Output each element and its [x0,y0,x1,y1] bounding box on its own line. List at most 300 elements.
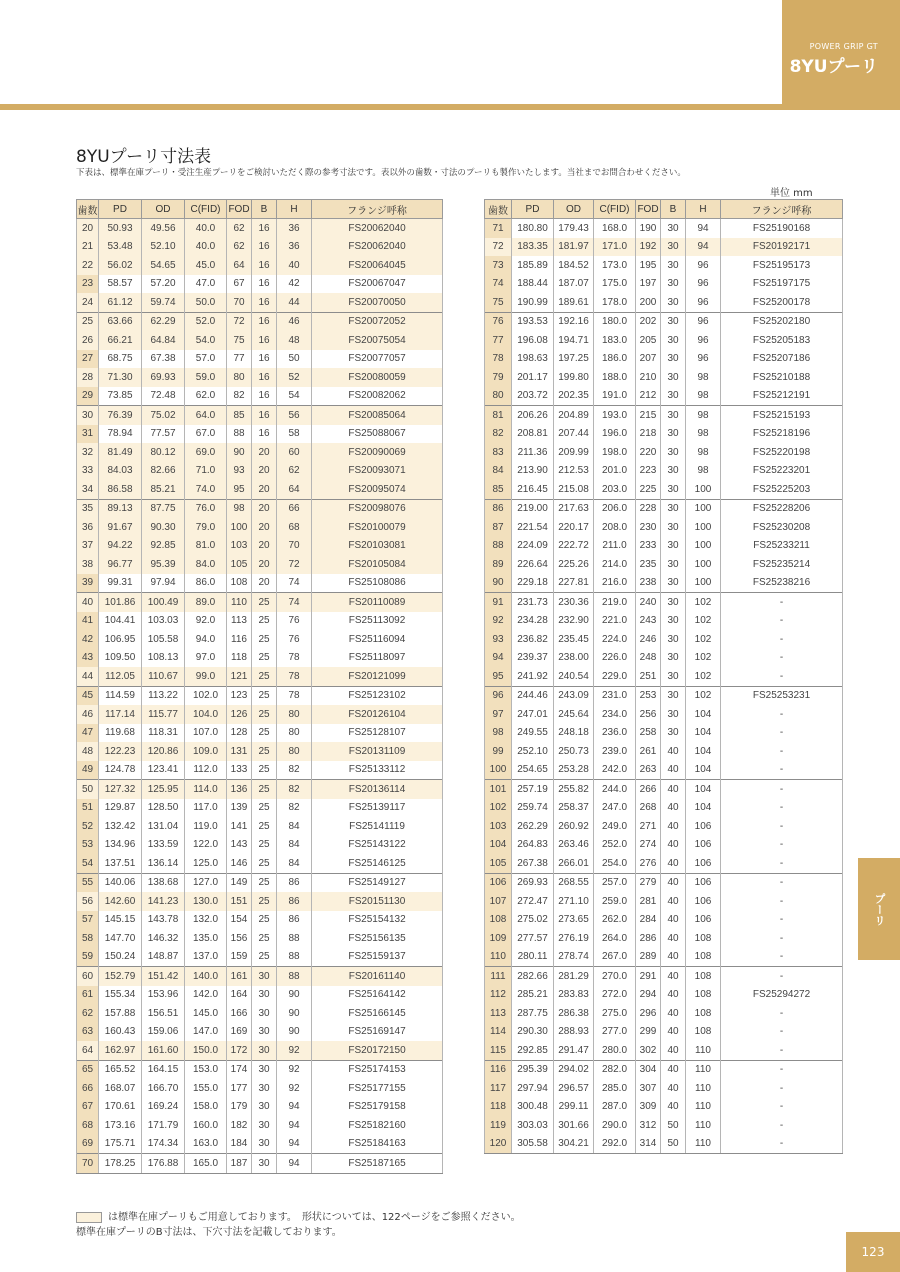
cell-h: 104 [686,799,721,818]
cell-fod: 210 [636,368,661,387]
table-row [77,443,443,462]
cell-fod: 75 [227,331,252,350]
cell-pd: 196.08 [512,331,554,350]
cell-flange: FS25139117 [312,799,443,818]
cell-h: 110 [686,1135,721,1154]
cell-teeth: 56 [77,892,99,911]
cell-cfid: 216.0 [594,574,636,593]
cell-flange: FS25141119 [312,817,443,836]
cell-od: 220.17 [554,518,594,537]
cell-od: 151.42 [142,967,185,986]
cell-fod: 197 [636,275,661,294]
cell-od: 189.61 [554,293,594,312]
table-row [485,967,843,986]
cell-teeth: 30 [77,406,99,425]
cell-od: 57.20 [142,275,185,294]
cell-teeth: 69 [77,1135,99,1154]
cell-pd: 106.95 [99,630,142,649]
cell-flange: - [721,649,843,668]
table-row [77,574,443,593]
cell-flange: FS20192171 [721,238,843,257]
cell-pd: 170.61 [99,1098,142,1117]
cell-teeth: 82 [485,425,512,444]
table-row [485,518,843,537]
cell-pd: 267.38 [512,854,554,873]
cell-h: 84 [277,836,312,855]
table-row [77,948,443,967]
table-row [485,799,843,818]
stock-swatch [76,1212,102,1223]
cell-flange: - [721,929,843,948]
cell-flange: FS20064045 [312,256,443,275]
table-row [485,275,843,294]
cell-pd: 264.83 [512,836,554,855]
cell-pd: 112.05 [99,667,142,686]
cell-pd: 175.71 [99,1135,142,1154]
page-number: 123 [846,1232,900,1272]
cell-flange: FS20131109 [312,742,443,761]
cell-cfid: 135.0 [185,929,227,948]
cell-flange: - [721,761,843,780]
cell-flange: - [721,724,843,743]
cell-h: 108 [686,967,721,986]
table-row [485,705,843,724]
table-row [77,1079,443,1098]
cell-od: 59.74 [142,293,185,312]
cell-cfid: 45.0 [185,256,227,275]
cell-od: 62.29 [142,312,185,331]
cell-fod: 261 [636,742,661,761]
cell-teeth: 21 [77,238,99,257]
table-row [77,892,443,911]
cell-h: 88 [277,948,312,967]
cell-od: 281.29 [554,967,594,986]
table-row [485,742,843,761]
cell-flange: FS25205183 [721,331,843,350]
cell-pd: 101.86 [99,593,142,612]
table-row [77,1098,443,1117]
cell-pd: 269.93 [512,873,554,892]
cell-pd: 63.66 [99,312,142,331]
cell-flange: FS25223201 [721,462,843,481]
cell-pd: 91.67 [99,518,142,537]
cell-fod: 164 [227,986,252,1005]
cell-pd: 56.02 [99,256,142,275]
table-row [77,929,443,948]
cell-od: 212.53 [554,462,594,481]
cell-cfid: 257.0 [594,873,636,892]
table-row [485,238,843,257]
table-row [485,331,843,350]
cell-h: 70 [277,537,312,556]
cell-flange: FS25225203 [721,480,843,499]
cell-cfid: 275.0 [594,1004,636,1023]
cell-b: 30 [661,443,686,462]
cell-fod: 113 [227,612,252,631]
table-row [485,892,843,911]
cell-h: 102 [686,593,721,612]
table-row [77,612,443,631]
cell-b: 25 [252,612,277,631]
cell-b: 30 [661,574,686,593]
col-flange: フランジ呼称 [312,200,443,219]
cell-cfid: 71.0 [185,462,227,481]
table-row [485,462,843,481]
cell-od: 250.73 [554,742,594,761]
table-row [485,256,843,275]
cell-h: 96 [686,256,721,275]
cell-od: 304.21 [554,1135,594,1154]
cell-od: 232.90 [554,612,594,631]
cell-cfid: 259.0 [594,892,636,911]
cell-teeth: 45 [77,686,99,705]
cell-cfid: 252.0 [594,836,636,855]
cell-fod: 215 [636,406,661,425]
cell-h: 86 [277,892,312,911]
cell-flange: FS25166145 [312,1004,443,1023]
cell-flange: FS20082062 [312,387,443,406]
cell-od: 95.39 [142,555,185,574]
cell-b: 40 [661,817,686,836]
cell-h: 74 [277,593,312,612]
cell-teeth: 53 [77,836,99,855]
cell-fod: 212 [636,387,661,406]
cell-teeth: 49 [77,761,99,780]
cell-teeth: 27 [77,350,99,369]
cell-h: 104 [686,780,721,799]
cell-od: 225.26 [554,555,594,574]
cell-fod: 243 [636,612,661,631]
cell-flange: - [721,593,843,612]
cell-flange: - [721,836,843,855]
cell-cfid: 175.0 [594,275,636,294]
cell-fod: 220 [636,443,661,462]
cell-fod: 154 [227,911,252,930]
cell-cfid: 264.0 [594,929,636,948]
cell-h: 80 [277,705,312,724]
cell-cfid: 57.0 [185,350,227,369]
table-row [485,1004,843,1023]
cell-teeth: 63 [77,1023,99,1042]
cell-teeth: 31 [77,425,99,444]
cell-od: 243.09 [554,686,594,705]
cell-cfid: 244.0 [594,780,636,799]
cell-flange: - [721,667,843,686]
cell-od: 64.84 [142,331,185,350]
cell-b: 25 [252,817,277,836]
cell-h: 96 [686,331,721,350]
cell-fod: 103 [227,537,252,556]
cell-cfid: 50.0 [185,293,227,312]
cell-b: 25 [252,836,277,855]
cell-flange: FS25088067 [312,425,443,444]
cell-h: 82 [277,761,312,780]
table-row [77,724,443,743]
header-band [0,104,782,110]
cell-b: 30 [252,1154,277,1174]
cell-fod: 258 [636,724,661,743]
cell-cfid: 280.0 [594,1041,636,1060]
cell-cfid: 114.0 [185,780,227,799]
cell-teeth: 68 [77,1116,99,1135]
cell-od: 207.44 [554,425,594,444]
cell-fod: 235 [636,555,661,574]
table-header [77,200,443,219]
cell-od: 192.16 [554,312,594,331]
table-row [77,817,443,836]
cell-teeth: 44 [77,667,99,686]
cell-b: 16 [252,219,277,238]
cell-h: 90 [277,1023,312,1042]
cell-b: 25 [252,929,277,948]
cell-od: 128.50 [142,799,185,818]
cell-od: 120.86 [142,742,185,761]
cell-fod: 228 [636,499,661,518]
cell-flange: FS20093071 [312,462,443,481]
cell-cfid: 47.0 [185,275,227,294]
cell-flange: - [721,1135,843,1154]
cell-b: 16 [252,312,277,331]
table-row [77,1023,443,1042]
cell-teeth: 36 [77,518,99,537]
cell-teeth: 33 [77,462,99,481]
cell-flange: FS25238216 [721,574,843,593]
cell-cfid: 84.0 [185,555,227,574]
cell-h: 94 [686,238,721,257]
table-row [77,1135,443,1154]
cell-b: 30 [252,967,277,986]
cell-od: 288.93 [554,1023,594,1042]
cell-od: 67.38 [142,350,185,369]
cell-teeth: 77 [485,331,512,350]
cell-flange: FS25179158 [312,1098,443,1117]
cell-b: 30 [661,293,686,312]
cell-b: 40 [661,854,686,873]
cell-fod: 184 [227,1135,252,1154]
table-row [485,480,843,499]
cell-h: 78 [277,686,312,705]
cell-flange: FS25174153 [312,1060,443,1079]
cell-flange: - [721,612,843,631]
cell-b: 40 [661,1098,686,1117]
cell-od: 103.03 [142,612,185,631]
cell-b: 40 [661,948,686,967]
cell-od: 166.70 [142,1079,185,1098]
cell-fod: 177 [227,1079,252,1098]
table-row [77,799,443,818]
cell-teeth: 120 [485,1135,512,1154]
cell-fod: 268 [636,799,661,818]
cell-b: 50 [661,1116,686,1135]
cell-flange: - [721,1041,843,1060]
cell-fod: 202 [636,312,661,331]
cell-od: 273.65 [554,911,594,930]
legend [76,1208,521,1223]
cell-h: 104 [686,761,721,780]
cell-cfid: 206.0 [594,499,636,518]
cell-h: 82 [277,799,312,818]
cell-teeth: 61 [77,986,99,1005]
cell-teeth: 47 [77,724,99,743]
cell-od: 110.67 [142,667,185,686]
table-row [485,686,843,705]
cell-teeth: 85 [485,480,512,499]
cell-cfid: 67.0 [185,425,227,444]
cell-h: 110 [686,1060,721,1079]
cell-flange: - [721,892,843,911]
cell-teeth: 26 [77,331,99,350]
cell-pd: 61.12 [99,293,142,312]
cell-fod: 133 [227,761,252,780]
cell-teeth: 40 [77,593,99,612]
cell-cfid: 74.0 [185,480,227,499]
cell-b: 40 [661,892,686,911]
table-row [485,873,843,892]
cell-teeth: 70 [77,1154,99,1174]
cell-cfid: 140.0 [185,967,227,986]
table-row [77,238,443,257]
cell-od: 291.47 [554,1041,594,1060]
cell-h: 80 [277,724,312,743]
cell-pd: 178.25 [99,1154,142,1174]
cell-od: 245.64 [554,705,594,724]
cell-od: 108.13 [142,649,185,668]
cell-cfid: 147.0 [185,1023,227,1042]
cell-b: 16 [252,331,277,350]
cell-teeth: 72 [485,238,512,257]
cell-cfid: 242.0 [594,761,636,780]
cell-cfid: 234.0 [594,705,636,724]
table-row [485,350,843,369]
table-row [485,368,843,387]
cell-h: 102 [686,612,721,631]
cell-h: 102 [686,686,721,705]
cell-b: 30 [252,1135,277,1154]
table-row [77,1116,443,1135]
cell-pd: 129.87 [99,799,142,818]
cell-b: 30 [661,219,686,238]
cell-pd: 127.32 [99,780,142,799]
cell-teeth: 24 [77,293,99,312]
cell-cfid: 165.0 [185,1154,227,1174]
cell-od: 54.65 [142,256,185,275]
cell-pd: 53.48 [99,238,142,257]
table-row [77,667,443,686]
cell-flange: FS20105084 [312,555,443,574]
cell-h: 106 [686,854,721,873]
cell-h: 52 [277,368,312,387]
cell-b: 30 [252,1098,277,1117]
cell-cfid: 231.0 [594,686,636,705]
cell-od: 171.79 [142,1116,185,1135]
cell-b: 30 [661,425,686,444]
table-row [485,929,843,948]
cell-teeth: 54 [77,854,99,873]
cell-teeth: 78 [485,350,512,369]
cell-teeth: 46 [77,705,99,724]
cell-fod: 77 [227,350,252,369]
cell-cfid: 59.0 [185,368,227,387]
cell-od: 118.31 [142,724,185,743]
cell-cfid: 81.0 [185,537,227,556]
cell-flange: - [721,630,843,649]
cell-teeth: 112 [485,986,512,1005]
cell-cfid: 150.0 [185,1041,227,1060]
cell-fod: 207 [636,350,661,369]
cell-pd: 117.14 [99,705,142,724]
cell-fod: 85 [227,406,252,425]
cell-cfid: 249.0 [594,817,636,836]
cell-pd: 198.63 [512,350,554,369]
cell-fod: 136 [227,780,252,799]
cell-flange: - [721,1079,843,1098]
cell-b: 25 [252,854,277,873]
cell-flange: - [721,873,843,892]
cell-fod: 123 [227,686,252,705]
cell-cfid: 203.0 [594,480,636,499]
cell-cfid: 267.0 [594,948,636,967]
cell-cfid: 191.0 [594,387,636,406]
cell-fod: 90 [227,443,252,462]
cell-teeth: 119 [485,1116,512,1135]
cell-pd: 81.49 [99,443,142,462]
table-row [77,406,443,425]
cell-cfid: 119.0 [185,817,227,836]
cell-fod: 62 [227,238,252,257]
col-pd: PD [512,200,554,219]
cell-flange: FS20080059 [312,368,443,387]
cell-h: 36 [277,238,312,257]
cell-b: 20 [252,462,277,481]
cell-flange: FS25164142 [312,986,443,1005]
cell-b: 50 [661,1135,686,1154]
side-tab-pulley[interactable]: プーリ [858,858,900,960]
cell-cfid: 224.0 [594,630,636,649]
cell-b: 30 [661,406,686,425]
cell-pd: 157.88 [99,1004,142,1023]
table-row [485,780,843,799]
cell-h: 64 [277,480,312,499]
cell-h: 54 [277,387,312,406]
cell-pd: 213.90 [512,462,554,481]
cell-cfid: 117.0 [185,799,227,818]
cell-pd: 224.09 [512,537,554,556]
cell-flange: - [721,1098,843,1117]
cell-fod: 72 [227,312,252,331]
cell-flange: FS25118097 [312,649,443,668]
cell-fod: 67 [227,275,252,294]
cell-h: 100 [686,499,721,518]
cell-b: 25 [252,892,277,911]
cell-h: 104 [686,705,721,724]
cell-h: 74 [277,574,312,593]
cell-od: 260.92 [554,817,594,836]
cell-od: 230.36 [554,593,594,612]
table-row [485,537,843,556]
cell-h: 100 [686,537,721,556]
cell-flange: FS20126104 [312,705,443,724]
product-label: 8YUプーリ [789,57,878,77]
note-text: 標準在庫プーリのB寸法は、下穴寸法を記載しております。 [76,1227,342,1238]
cell-cfid: 163.0 [185,1135,227,1154]
cell-b: 40 [661,761,686,780]
cell-b: 30 [661,275,686,294]
cell-fod: 286 [636,929,661,948]
cell-b: 40 [661,929,686,948]
cell-h: 102 [686,649,721,668]
cell-b: 25 [252,873,277,892]
cell-flange: FS25108086 [312,574,443,593]
